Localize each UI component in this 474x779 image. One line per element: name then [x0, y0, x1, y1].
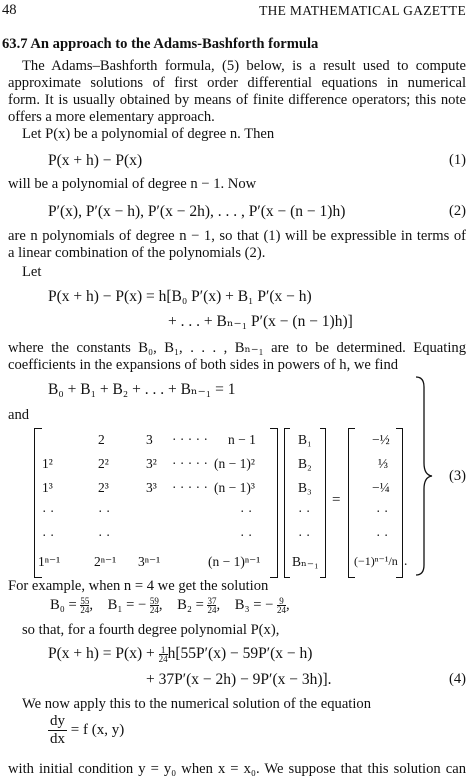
paragraph-line: The Adams–Bashforth formula, (5) below, is a result used to compute: [22, 58, 466, 74]
equation-number: (1): [448, 152, 466, 168]
matrix-cell: · ·: [240, 528, 253, 543]
vector-b-left-bracket: [284, 428, 290, 578]
matrix-cell: 3³: [146, 480, 157, 495]
matrix-cell: 1ⁿ⁻¹: [38, 554, 61, 569]
sum-equation: B₀ + B₁ + B₂ + . . . + Bₙ₋₁ = 1: [48, 381, 236, 398]
matrix-cell: · ·: [42, 528, 55, 543]
paragraph-line: form. It is usually obtained by means of finite difference operators; this note: [8, 92, 466, 108]
paragraph-line: where the constants B₀, B₁, . . . , Bₙ₋₁ are to be determined. Equating: [8, 340, 466, 356]
period: .: [404, 553, 408, 568]
equation-4-line1: P(x + h) = P(x) + $\frac{1}{24}h[55P'(x) - 59P'(x - h)$: [48, 644, 313, 664]
vector-b-entry: B₃: [298, 480, 312, 495]
paragraph-line: a linear combination of the polynomials (2).: [8, 245, 266, 261]
matrix-cell: · ·: [42, 504, 55, 519]
paragraph-line: Let P(x) be a polynomial of degree n. Then: [22, 126, 275, 142]
matrix-cell: · ·: [98, 504, 111, 519]
running-header: THE MATHEMATICAL GAZETTE: [259, 3, 466, 18]
example-solution: B₀ = $\frac{55}{24}$, B₁ = − $\frac{59}{24}$, B₂ = $\frac{37}{24}$, B₃ = − $\frac{9}{24}$,: [50, 596, 290, 616]
paragraph-line: so that, for a fourth degree polynomial P(x),: [22, 622, 280, 638]
matrix-cell: (n − 1)³: [214, 480, 255, 495]
equation-expansion-line1: P(x + h) − P(x) = h[B₀ P′(x) + B₁ P′(x − h): [48, 288, 312, 305]
matrix-cell: · ·: [240, 504, 253, 519]
vector-b-entry: · ·: [298, 528, 311, 543]
rhs-entry: · ·: [376, 504, 389, 519]
matrix-cell: · · · · ·: [172, 480, 208, 495]
equation-1: P(x + h) − P(x): [48, 152, 143, 169]
rhs-entry: (−1)ⁿ⁻¹/n: [354, 554, 398, 568]
equation-4-line2: + 37P′(x − 2h) − 9P′(x − 3h)].: [146, 671, 332, 688]
vector-b-entry: Bₙ₋₁: [292, 554, 319, 569]
matrix-cell: 2²: [98, 456, 109, 471]
paragraph-line: approximate solutions of first order differential equations in numerical: [8, 75, 466, 91]
matrix-cell: 2ⁿ⁻¹: [94, 554, 117, 569]
paragraph-line: with initial condition y = y₀ when x = x₀. We suppose that this solution can: [8, 761, 466, 777]
equation-expansion-line2: + . . . + Bₙ₋₁ P′(x − (n − 1)h)]: [168, 313, 353, 330]
rhs-entry: −¼: [372, 480, 390, 495]
rhs-entry: −½: [372, 432, 390, 447]
ode-equation: $\frac{dy}{dx}$ = f (x, y): [50, 713, 125, 747]
rhs-entry: ⅓: [378, 456, 389, 471]
paragraph-line: We now apply this to the numerical solution of the equation: [22, 696, 372, 712]
paragraph-line: For example, when n = 4 we get the solution: [8, 578, 269, 594]
vector-b-entry: B₁: [298, 432, 312, 447]
paragraph-line: coefficients in the expansions of both sides in powers of h, we find: [8, 357, 399, 373]
rhs-entry: · ·: [376, 528, 389, 543]
section-title: 63.7 An approach to the Adams-Bashforth formula: [2, 36, 319, 52]
matrix-cell: 2³: [98, 480, 109, 495]
matrix-cell: n − 1: [228, 432, 256, 447]
equals-sign: =: [332, 492, 341, 508]
matrix-cell: (n − 1)²: [214, 456, 255, 471]
paragraph-line: Let: [22, 264, 42, 280]
matrix-cell: (n − 1)ⁿ⁻¹: [208, 554, 261, 569]
paragraph-line: will be a polynomial of degree n − 1. Now: [8, 176, 257, 192]
matrix-cell: 1³: [42, 480, 53, 495]
matrix-cell: 3ⁿ⁻¹: [138, 554, 161, 569]
and-text: and: [8, 407, 30, 423]
page-number: 48: [2, 2, 17, 18]
matrix-cell: · · · · ·: [172, 456, 208, 471]
matrix-cell: 3²: [146, 456, 157, 471]
vector-b-entry: B₂: [298, 456, 312, 471]
vector-b-entry: · ·: [298, 504, 311, 519]
paragraph-line: are n polynomials of degree n − 1, so that (1) will be expressible in terms of: [8, 228, 466, 244]
matrix-right-bracket: [270, 428, 278, 578]
equation-number: (2): [448, 203, 466, 219]
equation-number: (3): [448, 468, 466, 484]
matrix-cell: 3: [146, 432, 153, 447]
matrix-cell: 1²: [42, 456, 53, 471]
equation-number: (4): [448, 671, 466, 687]
paragraph-line: offers a more elementary approach.: [8, 109, 215, 125]
matrix-cell: 2: [98, 432, 105, 447]
equation-2: P′(x), P′(x − h), P′(x − 2h), . . . , P′(x − (n − 1)h): [48, 203, 346, 220]
matrix-cell: · ·: [98, 528, 111, 543]
vector-b-right-bracket: [320, 428, 326, 578]
right-brace-icon: [414, 375, 434, 577]
matrix-cell: · · · · ·: [172, 432, 208, 447]
